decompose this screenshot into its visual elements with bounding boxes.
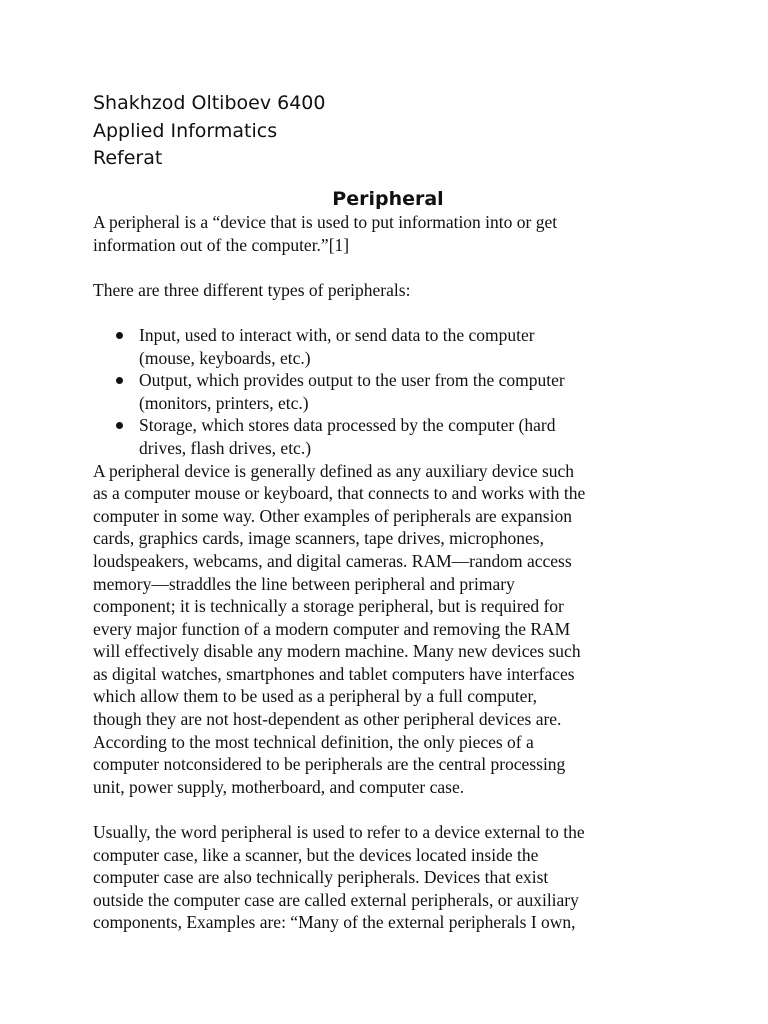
document-header <box>93 90 325 173</box>
text-line: as digital watches, smartphones and tablet computers have interfaces <box>93 663 575 684</box>
list-item-text: Storage, which stores data processed by the computer (hard <box>139 415 556 436</box>
text-line: computer notconsidered to be peripherals are the central processing <box>93 754 566 775</box>
list-item-text: Input, used to interact with, or send data to the computer <box>139 324 535 345</box>
text-line: though they are not host-dependent as other peripheral devices are. <box>93 709 562 730</box>
list-item-text: (monitors, printers, etc.) <box>139 392 309 413</box>
paragraph-definition <box>93 460 683 799</box>
text-line: computer case, like a scanner, but the devices located inside the <box>93 844 539 865</box>
text-line: Usually, the word peripheral is used to refer to a device external to the <box>93 822 585 843</box>
text-line: computer case are also technically peripherals. Devices that exist <box>93 867 549 888</box>
text-line: as a computer mouse or keyboard, that connects to and works with the <box>93 483 586 504</box>
intro-line: A peripheral is a “device that is used to put information into or get <box>93 212 558 232</box>
text-line: computer in some way. Other examples of peripherals are expansion <box>93 505 572 526</box>
text-line: which allow them to be used as a peripheral by a full computer, <box>93 686 537 707</box>
subject-line: Applied Informatics <box>93 119 278 142</box>
text-line: every major function of a modern computer and removing the RAM <box>93 618 571 639</box>
bullet-icon <box>116 422 123 429</box>
text-line: memory—straddles the line between peripheral and primary <box>93 573 515 594</box>
text-line: outside the computer case are called external peripherals, or auxiliary <box>93 889 579 910</box>
text-line: components, Examples are: “Many of the external peripherals I own, <box>93 912 576 933</box>
paragraph-usage <box>93 821 683 934</box>
types-intro: There are three different types of peripherals: <box>93 279 411 300</box>
peripheral-types-list <box>93 324 683 460</box>
list-item <box>93 324 683 369</box>
list-item-text: drives, flash drives, etc.) <box>139 437 312 458</box>
list-item-text: Output, which provides output to the user from the computer <box>139 370 565 391</box>
document-body <box>93 211 683 934</box>
bullet-icon <box>116 377 123 384</box>
list-item-text: (mouse, keyboards, etc.) <box>139 347 311 368</box>
text-line: will effectively disable any modern machine. Many new devices such <box>93 641 581 662</box>
bullet-icon <box>116 332 123 339</box>
text-line: According to the most technical definition, the only pieces of a <box>93 731 534 752</box>
author-line: Shakhzod Oltiboev 6400 <box>93 92 326 114</box>
document-type-line: Referat <box>93 147 163 169</box>
list-item <box>93 414 683 459</box>
intro-line: information out of the computer.”[1] <box>93 234 350 255</box>
text-line: A peripheral device is generally defined as any auxiliary device such <box>93 460 575 481</box>
document-title: Peripheral <box>332 188 444 210</box>
text-line: component; it is technically a storage peripheral, but is required for <box>93 596 564 617</box>
text-line: unit, power supply, motherboard, and computer case. <box>93 776 465 797</box>
list-item <box>93 369 683 414</box>
text-line: loudspeakers, webcams, and digital cameras. RAM—random access <box>93 550 572 571</box>
text-line: cards, graphics cards, image scanners, tape drives, microphones, <box>93 528 544 549</box>
intro-paragraph <box>93 211 683 256</box>
